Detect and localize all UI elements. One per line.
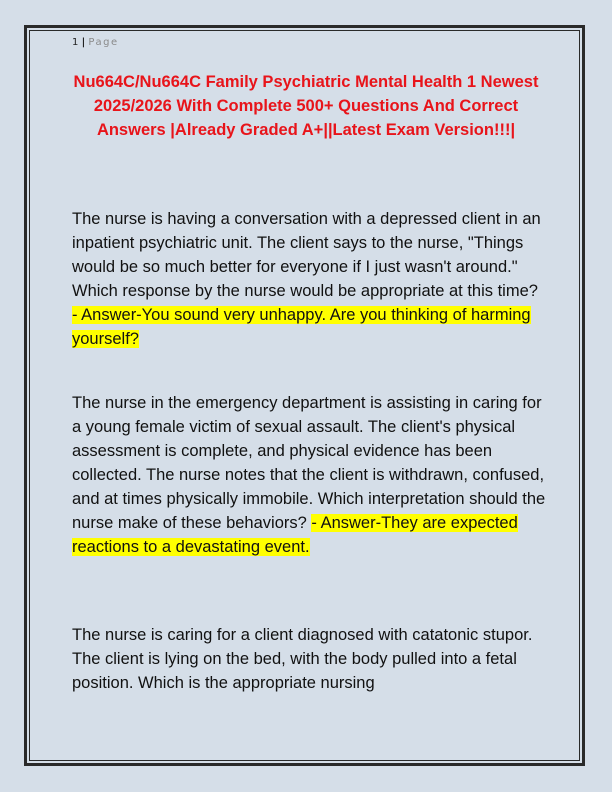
- page-word: Page: [88, 37, 119, 48]
- answer-highlight: - Answer-You sound very unhappy. Are you thinking of harming yourself?: [72, 306, 531, 348]
- question-block: [72, 207, 547, 351]
- answer-highlight: - Answer-They are expected reactions to a devastating event.: [72, 514, 518, 556]
- question-block: [72, 623, 547, 695]
- question-block: [72, 391, 547, 559]
- question-text: The nurse in the emergency department is assisting in caring for a young female victim of sexual assault. The client's physical assessment is complete, and physical evidence has been collected. The nurse notes that the client is withdrawn, confused, and at times physically immobile. Which interpretation should the nurse make of these behaviors?: [72, 394, 546, 532]
- page-header: [72, 37, 119, 48]
- page-separator: |: [81, 37, 86, 48]
- page-number: 1: [72, 37, 79, 48]
- question-text: The nurse is having a conversation with a depressed client in an inpatient psychiatric unit. The client says to the nurse, "Things would be so much better for everyone if I just wasn't around." Which response by the nurse would be appropriate at this time?: [72, 210, 541, 300]
- document-title: Nu664C/Nu664C Family Psychiatric Mental Health 1 Newest 2025/2026 With Complete 500+ Questions And Correct Answers |Already Graded A+||Latest Exam Version!!!|: [73, 73, 539, 139]
- question-text: The nurse is caring for a client diagnosed with catatonic stupor. The client is lying on the bed, with the body pulled into a fetal position. Which is the appropriate nursing: [72, 626, 533, 692]
